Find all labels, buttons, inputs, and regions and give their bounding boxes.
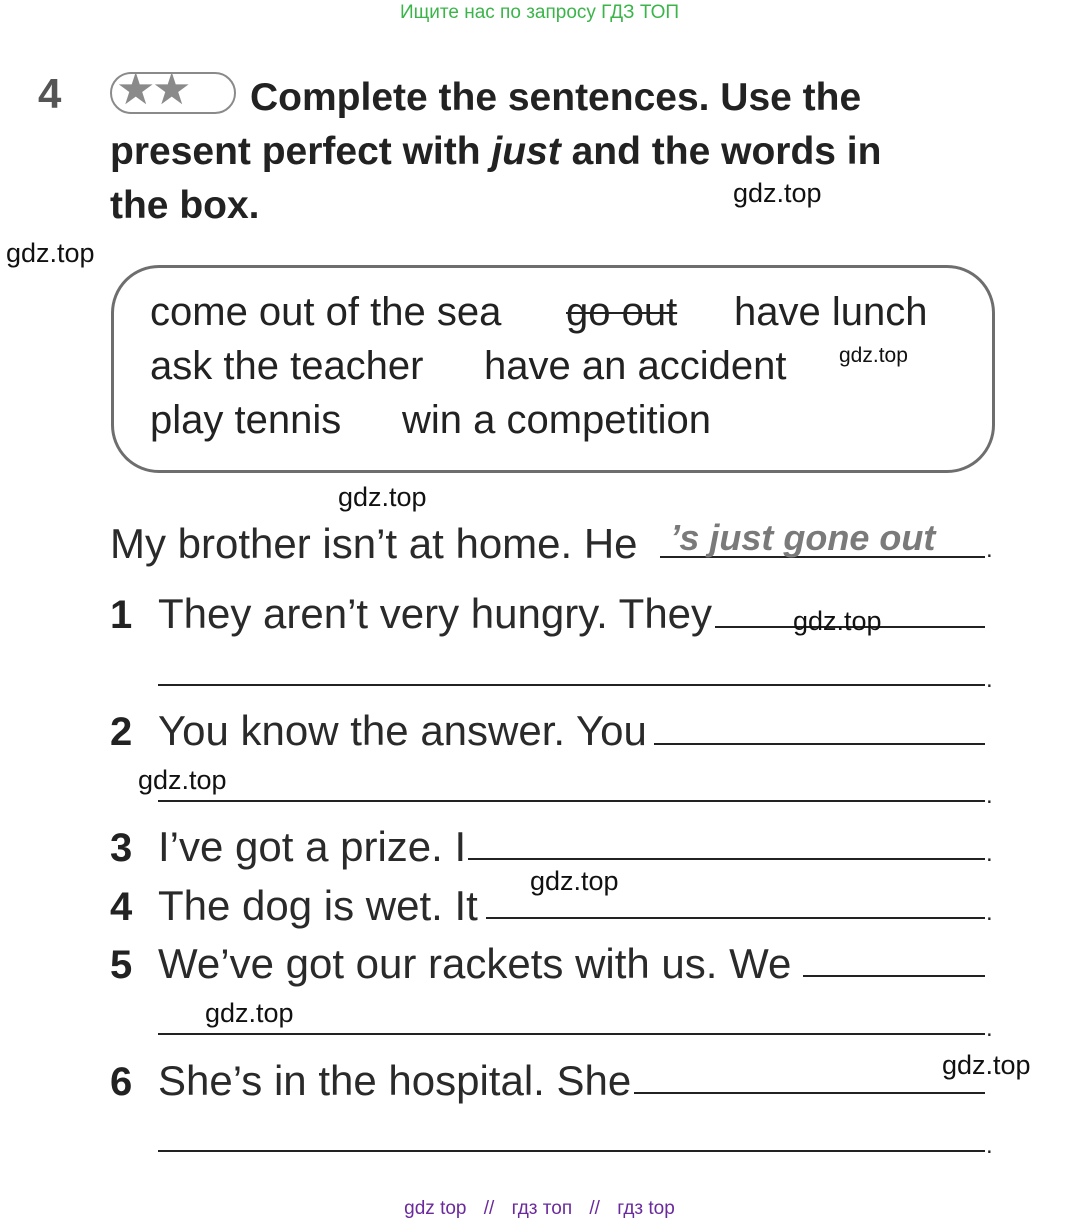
example-sentence: My brother isn’t at home. He <box>110 520 638 567</box>
answer-line[interactable] <box>803 975 985 977</box>
instruction-line-1: Complete the sentences. Use the <box>250 76 862 119</box>
watermark: gdz.top <box>138 765 227 795</box>
word-box-item-crossed: go out <box>566 290 678 334</box>
footer <box>0 1198 1079 1220</box>
answer-line[interactable] <box>158 1150 985 1152</box>
footer-link[interactable]: gdz top <box>404 1198 467 1219</box>
watermark: gdz.top <box>942 1050 1031 1080</box>
period: . <box>986 1015 993 1042</box>
word-box-item: play tennis <box>150 398 342 442</box>
instruction-text: present perfect with <box>110 130 492 173</box>
period: . <box>986 536 993 563</box>
period: . <box>986 1132 993 1159</box>
answer-line[interactable] <box>158 1033 985 1035</box>
item-number: 3 <box>110 826 133 870</box>
difficulty-stars-badge <box>110 65 236 114</box>
watermark: gdz.top <box>793 606 882 636</box>
period: . <box>986 840 993 867</box>
star-icon: ★ <box>116 65 156 114</box>
example-answer: ’s just gone out <box>670 517 936 558</box>
period: . <box>986 782 993 809</box>
instruction-text: and the words in <box>560 130 882 173</box>
word-box-item: have an accident <box>484 344 787 388</box>
instruction-line-3: the box. <box>110 184 260 227</box>
item-sentence: We’ve got our rackets with us. We <box>158 940 792 987</box>
exercise-number: 4 <box>38 70 62 117</box>
footer-separator: // <box>589 1198 600 1219</box>
answer-line[interactable] <box>158 800 985 802</box>
answer-line[interactable] <box>468 858 985 860</box>
item-number: 1 <box>110 593 133 637</box>
watermark: gdz.top <box>733 178 822 208</box>
answer-line[interactable] <box>486 917 985 919</box>
word-box-item: win a competition <box>402 398 712 442</box>
item-sentence: You know the answer. You <box>158 707 647 754</box>
star-icon: ★ <box>152 65 192 114</box>
period: . <box>986 899 993 926</box>
answer-line[interactable] <box>654 743 985 745</box>
watermark: gdz.top <box>338 482 427 512</box>
top-banner: Ищите нас по запросу ГДЗ ТОП <box>399 2 680 23</box>
item-sentence: The dog is wet. It <box>158 882 478 929</box>
watermark: gdz.top <box>839 344 908 367</box>
instruction-line-2 <box>110 132 881 171</box>
item-sentence: They aren’t very hungry. They <box>158 590 713 637</box>
word-box-item: come out of the sea <box>150 290 502 334</box>
item-number: 6 <box>110 1060 133 1104</box>
answer-line[interactable] <box>158 684 985 686</box>
watermark: gdz.top <box>6 238 95 268</box>
watermark: gdz.top <box>530 866 619 896</box>
instruction-keyword: just <box>491 130 561 173</box>
item-sentence: She’s in the hospital. She <box>158 1057 632 1104</box>
watermark: gdz.top <box>205 998 294 1028</box>
item-number: 5 <box>110 943 133 987</box>
item-sentence: I’ve got a prize. I <box>158 823 467 870</box>
answer-line[interactable] <box>634 1092 985 1094</box>
word-box-item: ask the teacher <box>150 344 424 388</box>
footer-link[interactable]: гдз топ <box>511 1198 573 1219</box>
word-box-item: have lunch <box>734 290 928 334</box>
footer-separator: // <box>483 1198 495 1219</box>
period: . <box>986 666 993 693</box>
item-number: 4 <box>110 885 133 929</box>
item-number: 2 <box>110 710 133 754</box>
footer-link[interactable]: гдз top <box>617 1198 675 1219</box>
